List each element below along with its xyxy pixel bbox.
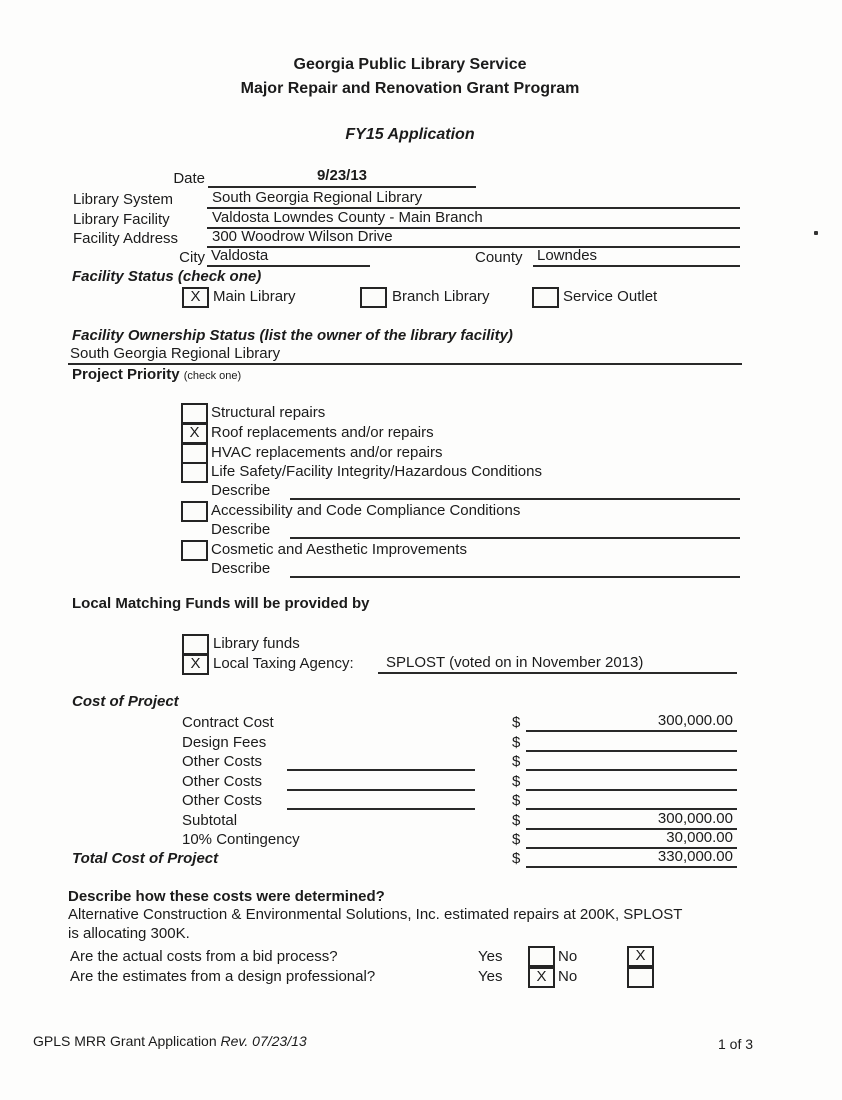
describe-field-2[interactable] [290,519,740,539]
roof-replacements-checkbox[interactable]: X [181,423,208,444]
accessibility-checkbox[interactable] [181,501,208,522]
cosmetic-label: Cosmetic and Aesthetic Improvements [211,541,467,558]
project-priority-heading-text: Project Priority [72,366,180,383]
county-label: County [475,249,523,266]
local-taxing-agency-checkbox[interactable]: X [182,654,209,675]
local-taxing-agency-field[interactable]: SPLOST (voted on in November 2013) [378,654,737,674]
matching-funds-heading: Local Matching Funds will be provided by [72,595,370,612]
contract-cost-field[interactable]: 300,000.00 [526,712,737,732]
other-costs-1-currency: $ [512,753,521,770]
total-cost-currency: $ [512,850,521,867]
project-priority-note: (check one) [183,370,242,382]
main-library-checkbox[interactable]: X [182,287,209,308]
costs-determined-answer-line1: Alternative Construction & Environmental Solutions, Inc. estimated repairs at 200K, SPLOST [68,906,683,923]
design-fees-label: Design Fees [182,734,267,751]
cosmetic-checkbox[interactable] [181,540,208,561]
other-costs-3-description-field[interactable] [287,791,475,810]
date-label: Date [173,170,205,187]
design-professional-question: Are the estimates from a design professional? [70,968,376,985]
service-outlet-label: Service Outlet [563,288,658,305]
design-professional-no-checkbox[interactable] [627,967,654,988]
design-professional-yes-checkbox[interactable]: X [528,967,555,988]
other-costs-2-currency: $ [512,773,521,790]
roof-replacements-label: Roof replacements and/or repairs [211,424,434,441]
facility-address-label: Facility Address [73,230,179,247]
project-priority-heading [72,366,241,383]
other-costs-2-description-field[interactable] [287,772,475,791]
ownership-heading: Facility Ownership Status (list the owner of the library facility) [72,327,513,344]
contingency-currency: $ [512,831,521,848]
library-funds-label: Library funds [213,635,300,652]
bid-process-yes-checkbox[interactable] [528,946,555,967]
facility-status-heading: Facility Status (check one) [72,268,262,285]
describe-label-2: Describe [211,521,271,538]
other-costs-1-description-field[interactable] [287,752,475,771]
page-title-line1: Georgia Public Library Service [293,56,527,73]
total-cost-label: Total Cost of Project [72,850,219,867]
ownership-field[interactable]: South Georgia Regional Library [68,345,742,365]
branch-library-checkbox[interactable] [360,287,387,308]
footer-document-title: GPLS MRR Grant Application [33,1033,217,1049]
county-field[interactable]: Lowndes [533,247,740,267]
city-field[interactable]: Valdosta [207,247,370,267]
bid-process-yes-label: Yes [478,948,503,965]
design-fees-currency: $ [512,734,521,751]
hvac-replacements-checkbox[interactable] [181,443,208,464]
bid-process-no-checkbox[interactable]: X [627,946,654,967]
other-costs-3-label: Other Costs [182,792,263,809]
describe-field-3[interactable] [290,558,740,578]
contingency-field: 30,000.00 [526,829,737,849]
footer-page-number: 1 of 3 [718,1036,754,1052]
other-costs-2-label: Other Costs [182,773,263,790]
subtotal-label: Subtotal [182,812,238,829]
other-costs-1-label: Other Costs [182,753,263,770]
branch-library-label: Branch Library [392,288,490,305]
design-professional-no-label: No [558,968,578,985]
library-system-label: Library System [73,191,174,208]
library-system-field[interactable]: South Georgia Regional Library [207,189,740,209]
facility-address-field[interactable]: 300 Woodrow Wilson Drive [207,228,740,248]
describe-field-1[interactable] [290,480,740,500]
application-title: FY15 Application [345,126,475,143]
other-costs-3-field[interactable] [526,790,737,810]
hvac-replacements-label: HVAC replacements and/or repairs [211,444,443,461]
date-field[interactable]: 9/23/13 [208,167,476,188]
other-costs-2-field[interactable] [526,771,737,791]
footer-revision-date: Rev. 07/23/13 [220,1033,307,1049]
library-facility-label: Library Facility [73,211,170,228]
design-professional-yes-label: Yes [478,968,503,985]
subtotal-field: 300,000.00 [526,810,737,830]
library-funds-checkbox[interactable] [182,634,209,655]
other-costs-1-field[interactable] [526,751,737,771]
accessibility-label: Accessibility and Code Compliance Conditions [211,502,521,519]
cost-heading: Cost of Project [72,693,179,710]
subtotal-currency: $ [512,812,521,829]
design-fees-field[interactable] [526,732,737,752]
describe-label-3: Describe [211,560,271,577]
other-costs-3-currency: $ [512,792,521,809]
page-title-line2: Major Repair and Renovation Grant Program [240,80,580,97]
structural-repairs-checkbox[interactable] [181,403,208,424]
contract-cost-label: Contract Cost [182,714,274,731]
main-library-label: Main Library [213,288,296,305]
footer-document-id [33,1033,307,1049]
city-label: City [179,249,205,266]
total-cost-field: 330,000.00 [526,848,737,868]
bid-process-no-label: No [558,948,578,965]
structural-repairs-label: Structural repairs [211,404,326,421]
costs-determined-answer-line2: is allocating 300K. [68,925,190,942]
local-taxing-agency-label: Local Taxing Agency: [213,655,354,672]
service-outlet-checkbox[interactable] [532,287,559,308]
contract-cost-currency: $ [512,714,521,731]
describe-label-1: Describe [211,482,271,499]
bid-process-question: Are the actual costs from a bid process? [70,948,338,965]
costs-determined-heading: Describe how these costs were determined? [68,888,385,905]
life-safety-label: Life Safety/Facility Integrity/Hazardous Conditions [211,463,542,480]
library-facility-field[interactable]: Valdosta Lowndes County - Main Branch [207,209,740,229]
contingency-label: 10% Contingency [182,831,300,848]
life-safety-checkbox[interactable] [181,462,208,483]
scan-artifact-speck [814,231,818,235]
